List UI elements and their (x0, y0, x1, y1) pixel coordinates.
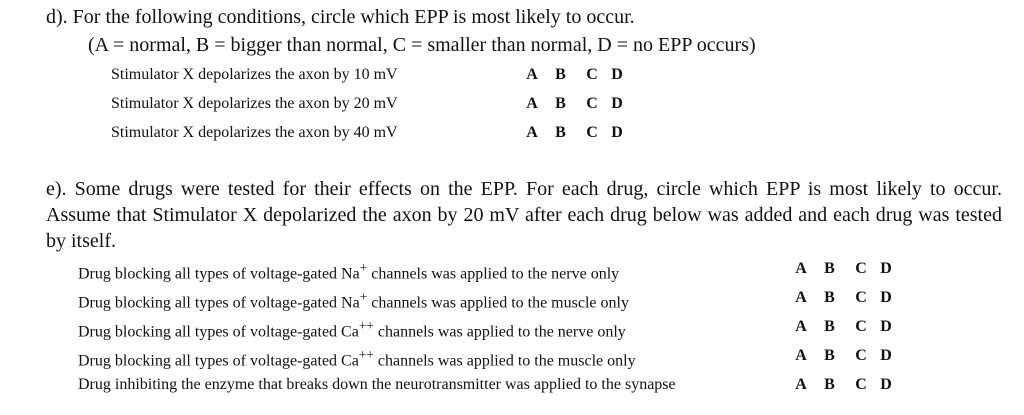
item-text-end: channels was applied to the muscle only (373, 352, 636, 370)
question-e-intro: e). Some drugs were tested for their effects on the EPP. For each drug, circle which EPP is most likely to occur. Assume that Stimulator X depolarized the axon by 20 mV after each drug below was added and each drug was tested by itself. (46, 178, 1002, 252)
item-text-start: Drug blocking all types of voltage-gated Na (78, 294, 360, 312)
option-b[interactable]: B (824, 260, 835, 277)
question-e-options-4 (789, 347, 896, 365)
option-d[interactable]: D (611, 66, 623, 83)
option-a[interactable]: A (526, 95, 538, 112)
option-a[interactable]: A (795, 289, 807, 306)
option-b[interactable]: B (824, 376, 835, 393)
option-d[interactable]: D (880, 347, 892, 364)
option-a[interactable]: A (795, 318, 807, 335)
option-a[interactable]: A (795, 260, 807, 277)
item-text-end: channels was applied to the nerve only (367, 265, 620, 283)
option-c[interactable]: C (855, 347, 867, 364)
question-d-options-2 (520, 95, 627, 113)
option-b[interactable]: B (824, 289, 835, 306)
item-text-start: Drug blocking all types of voltage-gated Ca (78, 352, 359, 370)
item-sup: ++ (358, 347, 374, 362)
option-c[interactable]: C (586, 95, 598, 112)
question-d-item-2: Stimulator X depolarizes the axon by 20 mV (111, 95, 398, 112)
question-e-item-3 (78, 318, 626, 341)
option-d[interactable]: D (880, 260, 892, 277)
option-d[interactable]: D (880, 376, 892, 393)
option-b[interactable]: B (555, 124, 566, 141)
option-b[interactable]: B (555, 95, 566, 112)
item-sup: + (359, 289, 368, 304)
question-d-item-3: Stimulator X depolarizes the axon by 40 mV (111, 124, 398, 141)
question-e-item-2 (78, 289, 629, 312)
option-c[interactable]: C (855, 260, 867, 277)
item-text-end: channels was applied to the nerve only (373, 323, 626, 341)
question-e-options-1 (789, 260, 896, 278)
option-c[interactable]: C (855, 376, 867, 393)
question-d-legend: (A = normal, B = bigger than normal, C = smaller than normal, D = no EPP occurs) (88, 34, 756, 56)
option-a[interactable]: A (526, 66, 538, 83)
option-b[interactable]: B (824, 318, 835, 335)
question-e-item-5 (78, 376, 676, 394)
option-d[interactable]: D (880, 318, 892, 335)
option-b[interactable]: B (824, 347, 835, 364)
item-text-start: Drug blocking all types of voltage-gated Ca (78, 323, 359, 341)
item-text-end: channels was applied to the muscle only (367, 294, 629, 312)
item-text-start: Drug inhibiting the enzyme that breaks down the neurotransmitter was applied to the synapse (78, 376, 676, 393)
option-c[interactable]: C (586, 66, 598, 83)
question-e-options-5 (789, 376, 896, 394)
item-text-start: Drug blocking all types of voltage-gated Na (78, 265, 360, 283)
option-c[interactable]: C (855, 318, 867, 335)
option-a[interactable]: A (795, 376, 807, 393)
question-d-title: d). For the following conditions, circle which EPP is most likely to occur. (46, 6, 635, 28)
question-e-item-4 (78, 347, 636, 370)
option-b[interactable]: B (555, 66, 566, 83)
item-sup: + (359, 260, 368, 275)
question-e-item-1 (78, 260, 619, 283)
option-c[interactable]: C (586, 124, 598, 141)
option-c[interactable]: C (855, 289, 867, 306)
option-a[interactable]: A (795, 347, 807, 364)
question-d-item-1: Stimulator X depolarizes the axon by 10 mV (111, 66, 398, 83)
item-sup: ++ (358, 318, 374, 333)
question-d-options-3 (520, 124, 627, 142)
question-d-options-1 (520, 66, 627, 84)
option-a[interactable]: A (526, 124, 538, 141)
option-d[interactable]: D (880, 289, 892, 306)
question-e-options-3 (789, 318, 896, 336)
option-d[interactable]: D (611, 95, 623, 112)
option-d[interactable]: D (611, 124, 623, 141)
question-e-options-2 (789, 289, 896, 307)
